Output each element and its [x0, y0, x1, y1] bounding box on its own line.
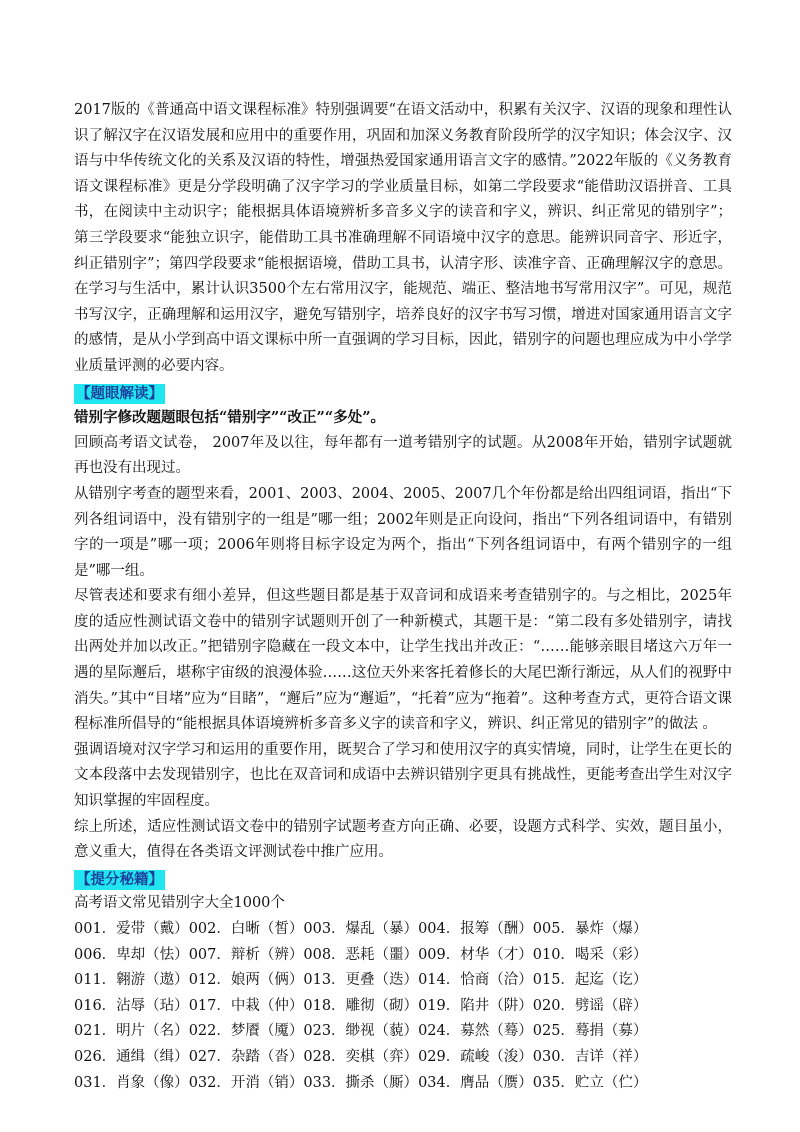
section-heading-wrap	[74, 866, 732, 892]
vocab-item: 035．贮立（伫）	[532, 1074, 648, 1091]
vocab-item: 028．奕棋（弈）	[303, 1048, 419, 1065]
vocab-item: 026．通缉（缉）	[74, 1048, 189, 1065]
vocab-item: 029．疏峻（浚）	[418, 1048, 533, 1065]
vocab-item: 023．缈视（藐）	[303, 1023, 419, 1040]
vocab-item: 017．中栽（仲）	[188, 997, 304, 1014]
vocab-item: 016．沾辱（玷）	[74, 997, 189, 1014]
vocab-item: 015．起迄（讫）	[532, 972, 648, 989]
vocab-item: 011．翱游（遨）	[74, 972, 189, 989]
vocab-item: 018．雕彻（砌）	[303, 997, 419, 1014]
vocab-list	[74, 917, 648, 1096]
vocab-item: 008．恶耗（噩）	[303, 946, 419, 963]
section-heading-tifen: 【提分秘籍】	[76, 870, 163, 888]
body-paragraph: 强调语境对汉字学习和运用的重要作用，既契合了学习和使用汉字的真实情境，同时，让学生在更长的文本段落中去发现错别字，也比在双音词和成语中去辨识错别字更具有挑战性，更能考查出学生对汉字知识掌握的牢固程度。	[74, 741, 732, 810]
document-page	[74, 98, 732, 1096]
vocab-item: 004．报筹（酬）	[418, 921, 533, 937]
vocab-item: 034．膺品（赝）	[418, 1074, 533, 1091]
vocab-item: 001．爱带（戴）	[74, 921, 189, 937]
vocab-item: 010．喝采（彩）	[532, 946, 648, 963]
body-paragraph: 从错别字考查的题型来看，2001、2003、2004、2005、2007几个年份都是给出四组词语，指出“下列各组词语中，没有错别字的一组是”哪一组；2002年则是正向设问，指出“下列各组词语中，有错别字的一项是”哪一项；2006年则将目标字设定为两个，指出“下列各组词语中，有两个错别字的一组是”哪一组。	[74, 485, 732, 579]
vocab-item: 030．吉详（祥）	[532, 1048, 648, 1065]
section-heading-tiyan: 【题眼解读】	[76, 384, 163, 402]
vocab-item: 027．杂踏（沓）	[188, 1048, 304, 1065]
body-paragraph: 回顾高考语文试卷， 2007年及以往，每年都有一道考错别字的试题。从2008年开始，错别字试题就再也没有出现过。	[74, 434, 732, 477]
vocab-item: 019．陷井（阱）	[418, 997, 533, 1014]
vocab-item: 013．更叠（迭）	[303, 972, 419, 989]
vocab-item: 009．材华（才）	[418, 946, 533, 963]
vocab-item: 012．娘两（俩）	[188, 972, 304, 989]
vocab-item: 014．恰商（洽）	[418, 972, 533, 989]
vocab-item: 020．劈谣（辟）	[532, 997, 648, 1014]
key-points-line: 错别字修改题题眼包括“错别字”“改正”“多处”。	[74, 409, 386, 427]
vocab-item: 007．辩析（辨）	[188, 946, 304, 963]
vocab-item: 006．卑却（怯）	[74, 946, 189, 963]
vocab-item: 031．肖象（像）	[74, 1074, 189, 1091]
body-paragraph: 尽管表述和要求有细小差异，但这些题目都是基于双音词和成语来考查错别字的。与之相比，2025年度的适应性测试语文卷中的错别字试题则开创了一种新模式，其题干是：“第二段有多处错别字，请找出两处并加以改正。”把错别字隐藏在一段文本中，让学生找出并改正：“……能够亲眼目堵这六万年一遇的星际邂后，堪称宇宙级的浪漫体验……这位天外来客托着修长的大尾巴渐行渐远，从人们的视野中消失。”其中“目堵”应为“目睹”，“邂后”应为“邂逅”，“托着”应为“拖着”。这种考查方式，更符合语文课程标准所倡导的“能根据具体语境辨析多音多义字的读音和字义，辨识、纠正常见的错别字”的做法 。	[74, 588, 732, 733]
vocab-item: 021．明片（名）	[74, 1023, 189, 1040]
vocab-item: 025．蓦捐（募）	[532, 1023, 648, 1040]
vocab-list-title: 高考语文常见错别字大全1000个	[74, 895, 285, 912]
vocab-item: 003．爆乱（暴）	[303, 921, 419, 937]
vocab-item: 032．开消（销）	[188, 1074, 304, 1091]
vocab-item: 002．白晰（皙）	[188, 921, 304, 937]
body-paragraph: 综上所述，适应性测试语文卷中的错别字试题考查方向正确、必要，设题方式科学、实效，题目虽小，意义重大，值得在各类语文评测试卷中推广应用。	[74, 818, 732, 861]
vocab-item: 022．梦餍（魇）	[188, 1023, 304, 1040]
vocab-item: 033．撕杀（厮）	[303, 1074, 419, 1091]
vocab-item: 005．暴炸（爆）	[532, 921, 648, 937]
vocab-item: 024．募然（蓦）	[418, 1023, 533, 1040]
section-heading-wrap	[74, 380, 732, 406]
intro-paragraph: 2017版的《普通高中语文课程标准》特别强调要“在语文活动中，积累有关汉字、汉语的现象和理性认识了解汉字在汉语发展和应用中的重要作用，巩固和加深义务教育阶段所学的汉字知识；体会汉字、汉语与中华传统文化的关系及汉语的特性，增强热爱国家通用语言文字的感情。”2022年版的《义务教育语文课程标准》更是分学段明确了汉字学习的学业质量目标，如第二学段要求“能借助汉语拼音、工具书，在阅读中主动识字；能根据具体语境辨析多音多义字的读音和字义，辨识、纠正常见的错别字”；第三学段要求“能独立识字，能借助工具书准确理解不同语境中汉字的意思。能辨识同音字、形近字，纠正错别字”；第四学段要求“能根据语境，借助工具书，认清字形、读准字音、正确理解汉字的意思。在学习与生活中，累计认识3500个左右常用汉字，能规范、端正、整洁地书写常用汉字”。可见，规范书写汉字，正确理解和运用汉字，避免写错别字，培养良好的汉字书写习惯，增进对国家通用语言文字的感情，是从小学到高中语文课标中所一直强调的学习目标，因此，错别字的问题也理应成为中小学学业质量评测的必要内容。	[74, 102, 732, 374]
